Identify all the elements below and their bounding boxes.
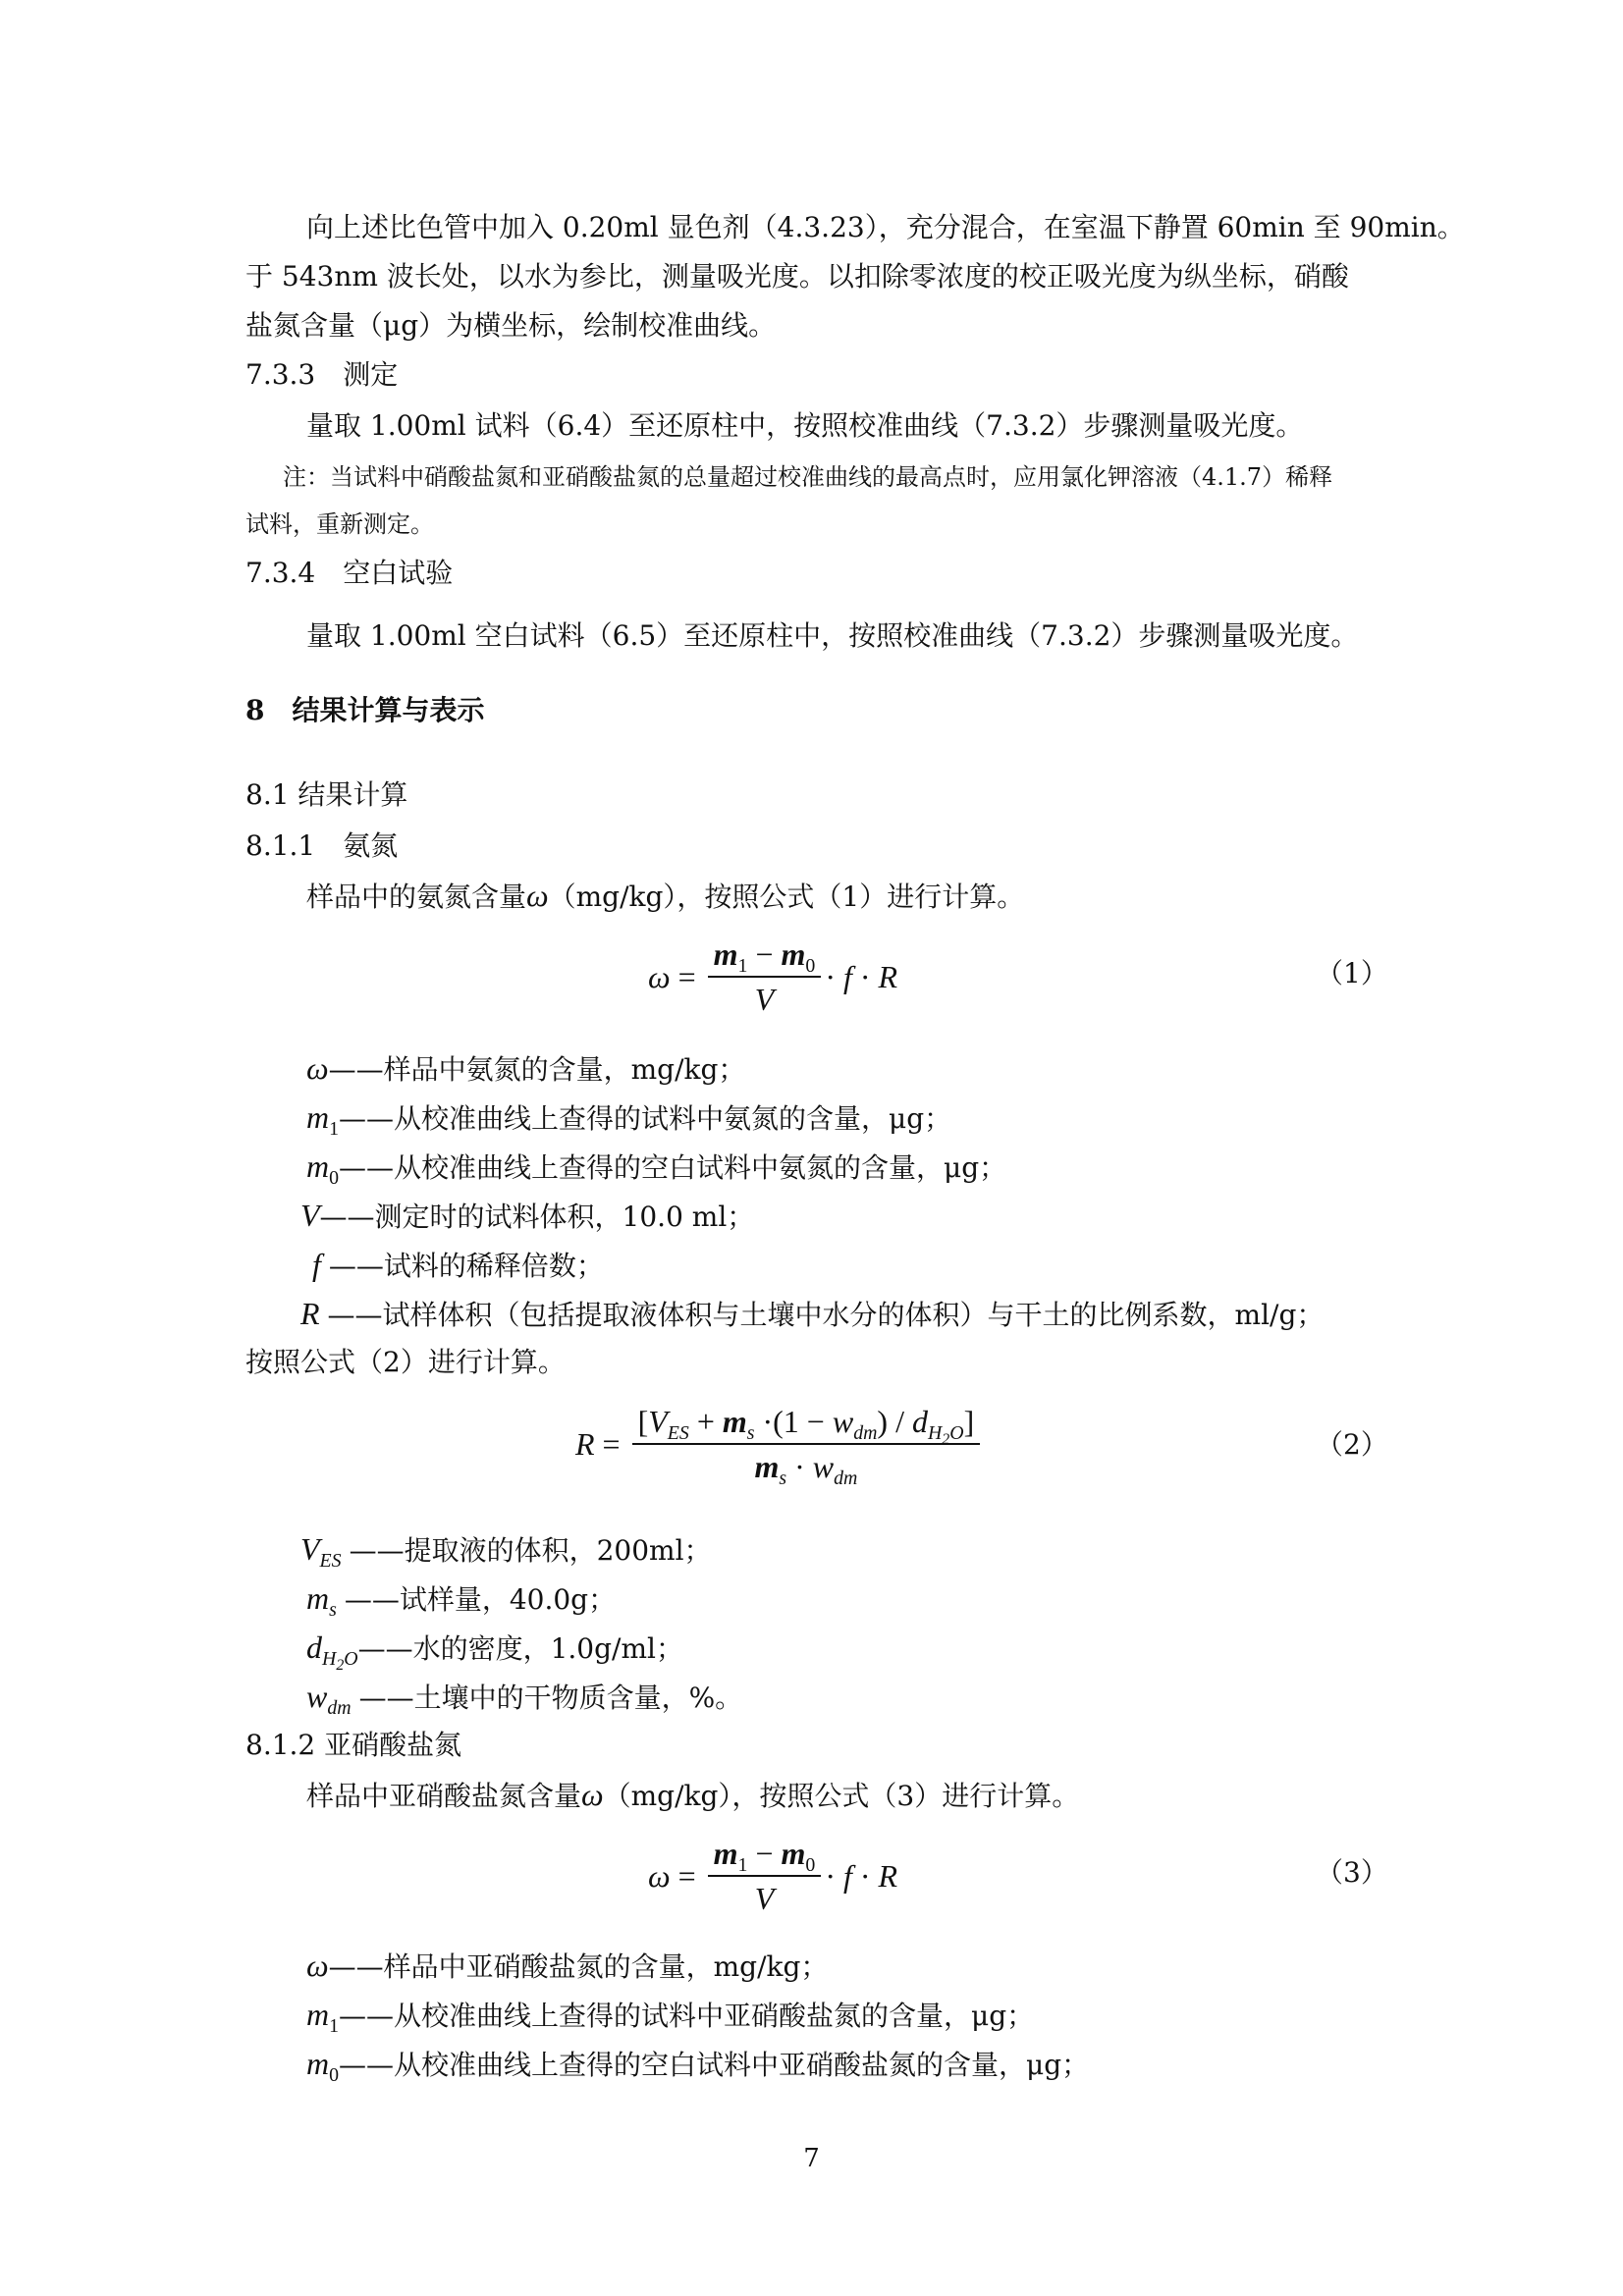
numerator: $[V_{ES} + m_s \cdot(1 - w_{dm}) / d_{H_2O}]$ — [632, 1402, 981, 1445]
definition-line — [306, 1995, 1034, 2036]
definition-text: ——从校准曲线上查得的空白试料中氨氮的含量，μg； — [339, 1151, 1007, 1184]
definition-line — [306, 1147, 1006, 1188]
text-part: （mg/kg），按照公式（1）进行计算。 — [548, 881, 1025, 913]
paragraph-line — [306, 876, 1024, 917]
equation-number: （2） — [1316, 1428, 1388, 1461]
ms-symbol: $m_s$ — [306, 1580, 337, 1621]
paragraph-line: 按照公式（2）进行计算。 — [245, 1346, 566, 1378]
equation-1 — [648, 934, 897, 1019]
definition-text: ——从校准曲线上查得的空白试料中亚硝酸盐氮的含量，μg； — [339, 2049, 1090, 2081]
equals-sign: = — [670, 1857, 704, 1894]
fraction — [632, 1402, 981, 1489]
paragraph-line: 量取 1.00ml 空白试料（6.5）至还原柱中，按照校准曲线（7.3.2）步骤测量吸光度。 — [306, 619, 1359, 652]
equation-2 — [575, 1402, 984, 1489]
text-part: 样品中的氨氮含量 — [306, 881, 527, 913]
numerator: $m_1 - m_0$ — [708, 934, 822, 978]
f-symbol: f — [312, 1247, 329, 1282]
section-heading-8-1-2: 8.1.2 亚硝酸盐氮 — [245, 1729, 462, 1761]
definition-line — [306, 1628, 683, 1674]
m1-symbol: $m_1$ — [306, 1997, 340, 2037]
section-heading-8: 8 结果计算与表示 — [245, 694, 485, 726]
fraction — [708, 1834, 822, 1918]
wdm-symbol: $w_{dm}$ — [306, 1679, 352, 1719]
numerator: $m_1 - m_0$ — [708, 1834, 822, 1877]
m0-symbol: $m_0$ — [306, 2046, 340, 2086]
omega-symbol: ω — [648, 958, 671, 994]
definition-line — [300, 1529, 712, 1571]
definition-line — [306, 1677, 742, 1718]
denominator: $m_s \cdot w_{dm}$ — [754, 1449, 858, 1489]
omega-symbol: ω — [306, 1948, 329, 1983]
denominator: V — [754, 982, 775, 1017]
v-symbol: V — [300, 1198, 320, 1233]
section-heading-8-1: 8.1 结果计算 — [245, 778, 408, 811]
section-heading-8-1-1: 8.1.1 氨氮 — [245, 829, 399, 862]
omega-symbol: ω — [648, 1857, 671, 1894]
fraction — [708, 934, 822, 1019]
definition-line — [300, 1196, 754, 1237]
paragraph-line: 于 543nm 波长处，以水为参比，测量吸光度。以扣除零浓度的校正吸光度为纵坐标，硝酸 — [245, 260, 1349, 293]
definition-text: ——样品中氨氮的含量，mg/kg； — [328, 1053, 746, 1086]
definition-text: ——水的密度，1.0g/ml； — [357, 1632, 683, 1665]
note-line: 注：当试料中硝酸盐氮和亚硝酸盐氮的总量超过校准曲线的最高点时，应用氯化钾溶液（4.1.7）稀释 — [283, 463, 1333, 491]
definition-line — [300, 1294, 1324, 1335]
definition-text: ——从校准曲线上查得的试料中亚硝酸盐氮的含量，μg； — [339, 2000, 1035, 2032]
definition-line — [306, 1578, 616, 1620]
paragraph-line: 量取 1.00ml 试料（6.4）至还原柱中，按照校准曲线（7.3.2）步骤测量吸光度。 — [306, 409, 1304, 442]
r-symbol: R — [300, 1296, 328, 1331]
paragraph-line: 盐氮含量（μg）为横坐标，绘制校准曲线。 — [245, 309, 777, 342]
definition-text: ——提取液的体积，200ml； — [349, 1534, 712, 1567]
text-part: 样品中亚硝酸盐氮含量 — [306, 1780, 582, 1812]
omega-symbol: ω — [306, 1050, 329, 1086]
definition-text: ——试样量，40.0g； — [344, 1583, 617, 1616]
definition-line — [306, 2044, 1089, 2085]
definition-text: ——从校准曲线上查得的试料中氨氮的含量，μg； — [339, 1102, 952, 1135]
equals-sign: = — [670, 958, 704, 994]
definition-text: ——样品中亚硝酸盐氮的含量，mg/kg； — [328, 1950, 829, 1983]
product-terms: · f · R — [825, 958, 898, 994]
paragraph-line — [306, 1775, 1079, 1816]
dh2o-symbol: $d_{H_2O}$ — [306, 1629, 358, 1674]
r-symbol: R — [575, 1425, 595, 1462]
equation-number: （1） — [1316, 957, 1388, 989]
definition-line — [306, 1048, 745, 1090]
equation-number: （3） — [1316, 1856, 1388, 1889]
definition-text: ——试样体积（包括提取液体积与土壤中水分的体积）与干土的比例系数，ml/g； — [327, 1299, 1325, 1331]
section-heading-7-3-3: 7.3.3 测定 — [245, 358, 399, 391]
definition-text: ——试料的稀释倍数； — [328, 1250, 604, 1282]
omega-symbol: ω — [581, 1777, 604, 1812]
definition-text: ——土壤中的干物质含量，%。 — [358, 1682, 743, 1714]
section-heading-7-3-4: 7.3.4 空白试验 — [245, 557, 454, 589]
page-number: 7 — [803, 2144, 820, 2173]
definition-line — [312, 1245, 604, 1286]
ves-symbol: $V_{ES}$ — [300, 1531, 342, 1572]
equation-3 — [648, 1834, 897, 1918]
note-line: 试料，重新测定。 — [245, 510, 434, 538]
omega-symbol: ω — [526, 878, 549, 913]
paragraph-line: 向上述比色管中加入 0.20ml 显色剂（4.3.23），充分混合，在室温下静置 60min 至 90min。 — [306, 211, 1465, 243]
m1-symbol: $m_1$ — [306, 1099, 340, 1140]
denominator: V — [754, 1881, 775, 1916]
definition-line — [306, 1946, 828, 1987]
product-terms: · f · R — [825, 1857, 898, 1894]
m0-symbol: $m_0$ — [306, 1148, 340, 1189]
equals-sign: = — [594, 1425, 628, 1462]
definition-text: ——测定时的试料体积，10.0 ml； — [319, 1201, 755, 1233]
text-part: （mg/kg），按照公式（3）进行计算。 — [603, 1780, 1080, 1812]
definition-line — [306, 1097, 951, 1139]
